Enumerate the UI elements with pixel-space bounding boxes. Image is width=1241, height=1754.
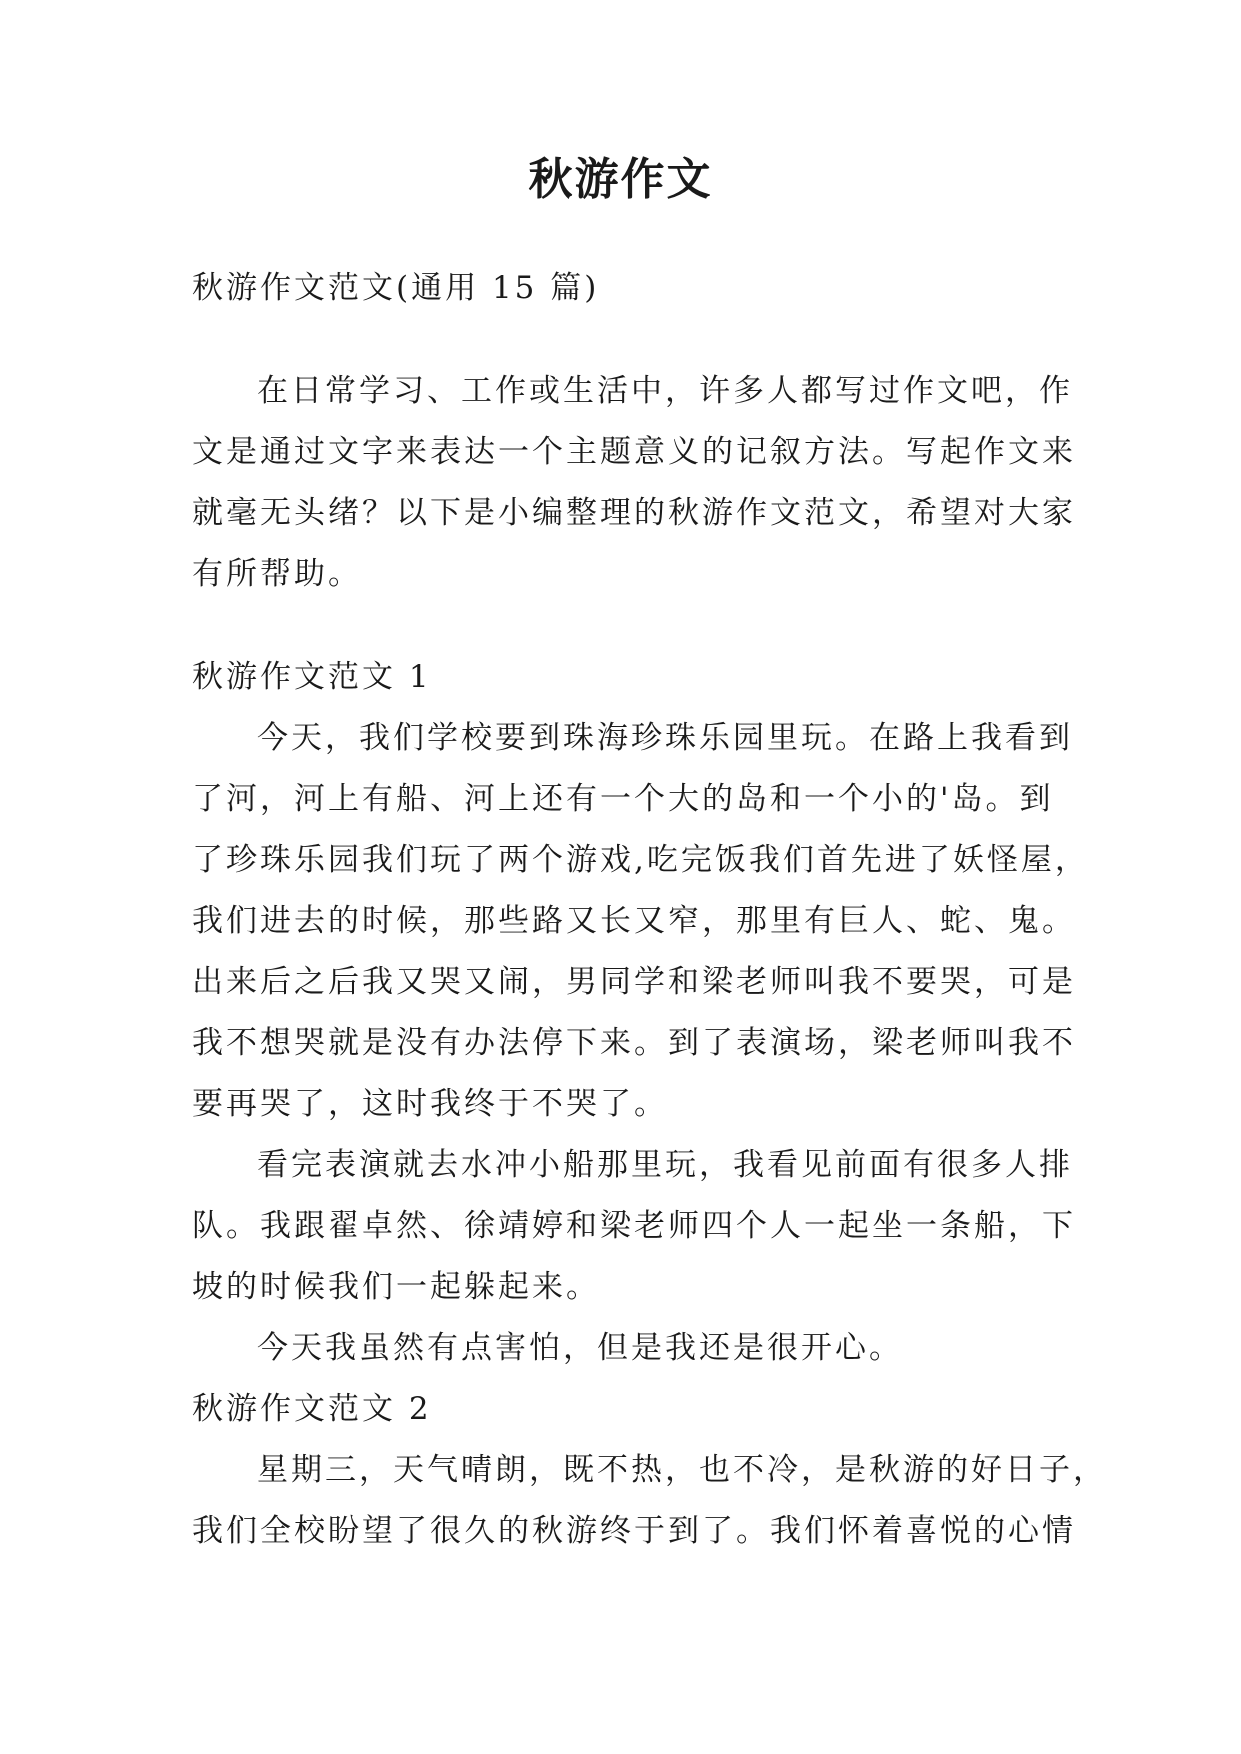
paragraph-line: 就毫无头绪？以下是小编整理的秋游作文范文，希望对大家 — [192, 495, 1076, 531]
spacer — [192, 319, 1062, 361]
document-body — [192, 258, 1107, 1562]
paragraph-line: 队。我跟翟卓然、徐靖婷和梁老师四个人一起坐一条船，下 — [192, 1208, 1076, 1244]
document-title: 秋游作文 — [528, 154, 713, 205]
essay-heading: 秋游作文范文 1 — [192, 659, 432, 695]
paragraph-line: 出来后之后我又哭又闹，男同学和梁老师叫我不要哭，可是 — [192, 964, 1076, 1000]
paragraph-line: 要再哭了，这时我终于不哭了。 — [192, 1086, 668, 1122]
spacer — [192, 605, 1062, 647]
paragraph-line: 了珍珠乐园我们玩了两个游戏,吃完饭我们首先进了妖怪屋， — [192, 842, 1089, 878]
paragraph-line: 坡的时候我们一起躲起来。 — [192, 1269, 600, 1305]
paragraph-line: 我们全校盼望了很久的秋游终于到了。我们怀着喜悦的心情 — [192, 1513, 1076, 1549]
paragraph-line: 在日常学习、工作或生活中，许多人都写过作文吧，作 — [257, 373, 1073, 409]
paragraph-line: 文是通过文字来表达一个主题意义的记叙方法。写起作文来 — [192, 434, 1076, 470]
intro-paragraph — [192, 361, 1076, 605]
paragraph-line: 今天我虽然有点害怕，但是我还是很开心。 — [257, 1330, 903, 1366]
paragraph-line: 看完表演就去水冲小船那里玩，我看见前面有很多人排 — [257, 1147, 1073, 1183]
essay1-paragraph-1 — [192, 708, 1089, 1135]
paragraph-line: 有所帮助。 — [192, 556, 362, 592]
essay2-paragraph-1 — [192, 1440, 1107, 1562]
paragraph-line: 今天，我们学校要到珠海珍珠乐园里玩。在路上我看到 — [257, 720, 1073, 756]
essay1-paragraph-2 — [192, 1135, 1076, 1318]
essay1-paragraph-3 — [192, 1318, 1062, 1379]
paragraph-line: 星期三，天气晴朗，既不热，也不冷，是秋游的好日子， — [257, 1452, 1107, 1488]
paragraph-line: 我不想哭就是没有办法停下来。到了表演场，梁老师叫我不 — [192, 1025, 1076, 1061]
essay-heading: 秋游作文范文 2 — [192, 1391, 432, 1427]
document-subtitle: 秋游作文范文(通用 15 篇) — [192, 270, 600, 306]
paragraph-line: 我们进去的时候，那些路又长又窄，那里有巨人、蛇、鬼。 — [192, 903, 1076, 939]
paragraph-line: 了河，河上有船、河上还有一个大的岛和一个小的'岛。到 — [192, 781, 1054, 817]
